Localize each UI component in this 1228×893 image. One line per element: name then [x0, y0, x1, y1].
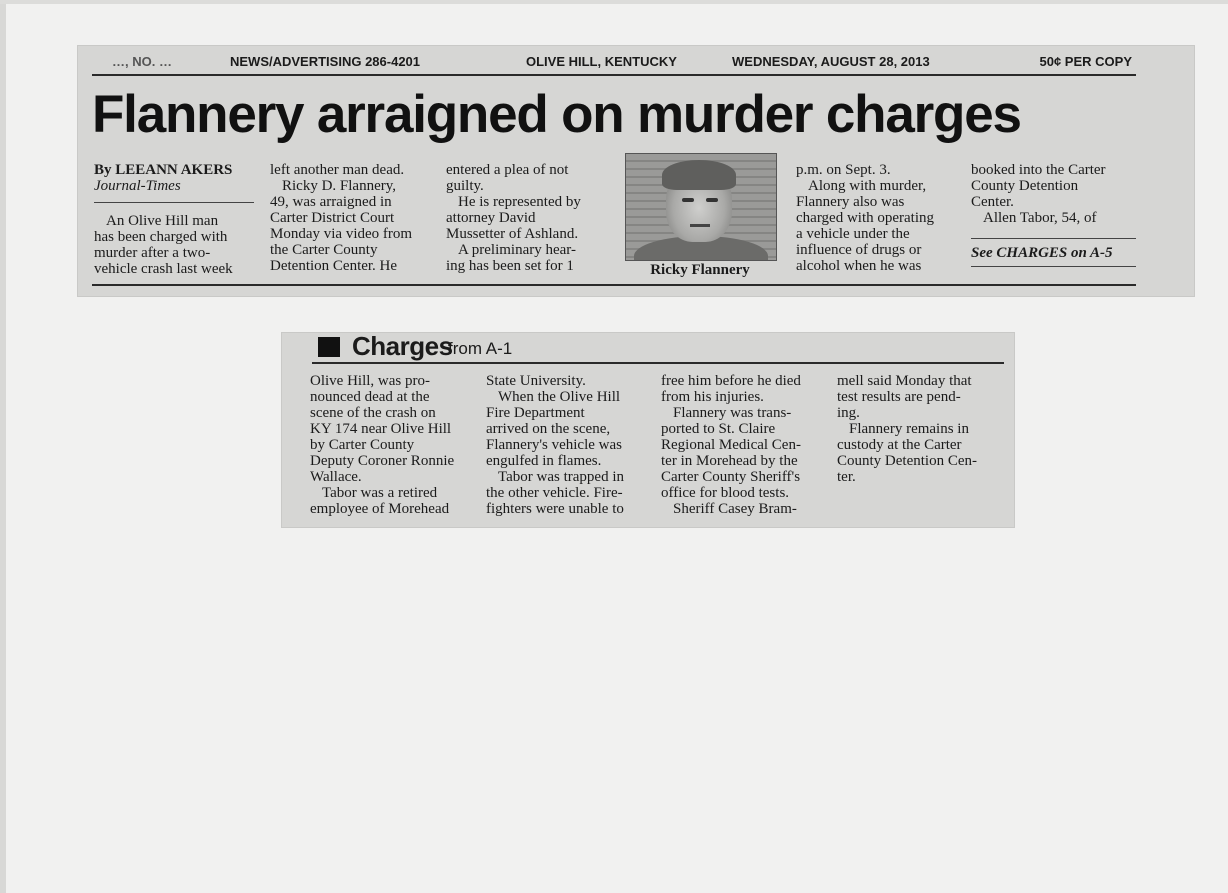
- text-line: Regional Medical Cen-: [661, 437, 801, 453]
- byline: By LEEANN AKERS: [94, 162, 233, 178]
- text-line: charged with operating: [796, 210, 935, 226]
- masthead-phone: NEWS/ADVERTISING 286-4201: [230, 54, 421, 69]
- jump-from: from A-1: [448, 339, 513, 358]
- masthead-date: WEDNESDAY, AUGUST 28, 2013: [732, 54, 930, 69]
- article-column-3: [446, 162, 616, 274]
- text-line: Flannery's vehicle was: [486, 437, 622, 453]
- text-line: the other vehicle. Fire-: [486, 485, 623, 501]
- text-line: Deputy Coroner Ronnie: [310, 453, 455, 469]
- text-line: KY 174 near Olive Hill: [310, 421, 452, 437]
- article-column-1: [94, 162, 254, 277]
- text-line: Carter District Court: [270, 210, 395, 226]
- see-also-jump: See CHARGES on A-5: [971, 245, 1113, 261]
- text-line: vehicle crash last week: [94, 261, 233, 277]
- text-line: ported to St. Claire: [661, 421, 776, 437]
- text-line: fighters were unable to: [486, 501, 624, 517]
- text-line: Tabor was trapped in: [498, 469, 624, 485]
- text-line: has been charged with: [94, 229, 228, 245]
- text-line: nounced dead at the: [310, 389, 430, 405]
- text-line: ter in Morehead by the: [661, 453, 798, 469]
- text-line: office for blood tests.: [661, 485, 790, 501]
- text-line: Carter County Sheriff's: [661, 469, 801, 485]
- article-bottom-rule: [92, 284, 1136, 286]
- text-line: Fire Department: [486, 405, 585, 421]
- jump-column-2: [486, 373, 654, 517]
- text-line: ing.: [837, 405, 860, 421]
- jump-header-rule: [312, 362, 1004, 364]
- text-line: Sheriff Casey Bram-: [673, 501, 797, 517]
- text-line: the Carter County: [270, 242, 378, 258]
- jump-column-4: [837, 373, 1002, 485]
- text-line: employee of Morehead: [310, 501, 450, 517]
- text-line: 49, was arraigned in: [270, 194, 392, 210]
- text-line: scene of the crash on: [310, 405, 436, 421]
- text-line: A preliminary hear-: [458, 242, 576, 258]
- text-line: Flannery also was: [796, 194, 905, 210]
- masthead-price: 50¢ PER COPY: [1039, 54, 1132, 69]
- byline-divider: [94, 202, 254, 203]
- see-also-divider: [971, 238, 1136, 239]
- masthead-place: OLIVE HILL, KENTUCKY: [526, 54, 677, 69]
- text-line: ter.: [837, 469, 856, 485]
- masthead: [92, 52, 1136, 76]
- text-line: custody at the Carter: [837, 437, 962, 453]
- text-line: murder after a two-: [94, 245, 211, 261]
- text-line: Olive Hill, was pro-: [310, 373, 430, 389]
- mugshot-photo: [625, 153, 777, 261]
- article-column-5: [971, 162, 1136, 267]
- text-line: ing has been set for 1: [446, 258, 574, 274]
- jump-clipping: [282, 333, 1014, 527]
- text-line: arrived on the scene,: [486, 421, 611, 437]
- text-line: from his injuries.: [661, 389, 764, 405]
- headline: Flannery arraigned on murder charges: [92, 85, 1021, 144]
- text-line: guilty.: [446, 178, 484, 194]
- text-line: mell said Monday that: [837, 373, 972, 389]
- text-line: by Carter County: [310, 437, 415, 453]
- text-line: Allen Tabor, 54, of: [983, 210, 1097, 226]
- text-line: County Detention Cen-: [837, 453, 977, 469]
- text-line: engulfed in flames.: [486, 453, 602, 469]
- text-line: Monday via video from: [270, 226, 413, 242]
- article-clipping: [78, 46, 1194, 296]
- scan-edge: [0, 0, 6, 893]
- see-also-divider: [971, 266, 1136, 267]
- text-line: alcohol when he was: [796, 258, 922, 274]
- scan-edge-top: [0, 0, 1228, 4]
- text-line: Mussetter of Ashland.: [446, 226, 579, 242]
- text-line: An Olive Hill man: [106, 213, 219, 229]
- text-line: When the Olive Hill: [498, 389, 621, 405]
- byline-org: Journal-Times: [94, 178, 181, 194]
- text-line: He is represented by: [458, 194, 581, 210]
- jump-title: Charges: [352, 331, 453, 361]
- text-line: p.m. on Sept. 3.: [796, 162, 891, 178]
- text-line: Ricky D. Flannery,: [282, 178, 397, 194]
- text-line: test results are pend-: [837, 389, 961, 405]
- text-line: left another man dead.: [270, 162, 405, 178]
- photo-caption: Ricky Flannery: [650, 262, 750, 278]
- text-line: Tabor was a retired: [322, 485, 438, 501]
- article-column-4: [796, 162, 961, 274]
- text-line: County Detention: [971, 178, 1079, 194]
- article-column-2: [270, 162, 435, 274]
- section-square-icon: [318, 337, 340, 357]
- jump-column-1: [310, 373, 478, 517]
- text-line: Flannery remains in: [849, 421, 969, 437]
- text-line: a vehicle under the: [796, 226, 910, 242]
- masthead-issue: …, NO. …: [112, 54, 172, 69]
- text-line: Center.: [971, 194, 1014, 210]
- text-line: booked into the Carter: [971, 162, 1106, 178]
- text-line: State University.: [486, 373, 586, 389]
- text-line: influence of drugs or: [796, 242, 922, 258]
- text-line: attorney David: [446, 210, 536, 226]
- text-line: Along with murder,: [808, 178, 927, 194]
- text-line: Wallace.: [310, 469, 362, 485]
- text-line: Detention Center. He: [270, 258, 398, 274]
- text-line: free him before he died: [661, 373, 801, 389]
- text-line: entered a plea of not: [446, 162, 569, 178]
- jump-column-3: [661, 373, 833, 517]
- text-line: Flannery was trans-: [673, 405, 792, 421]
